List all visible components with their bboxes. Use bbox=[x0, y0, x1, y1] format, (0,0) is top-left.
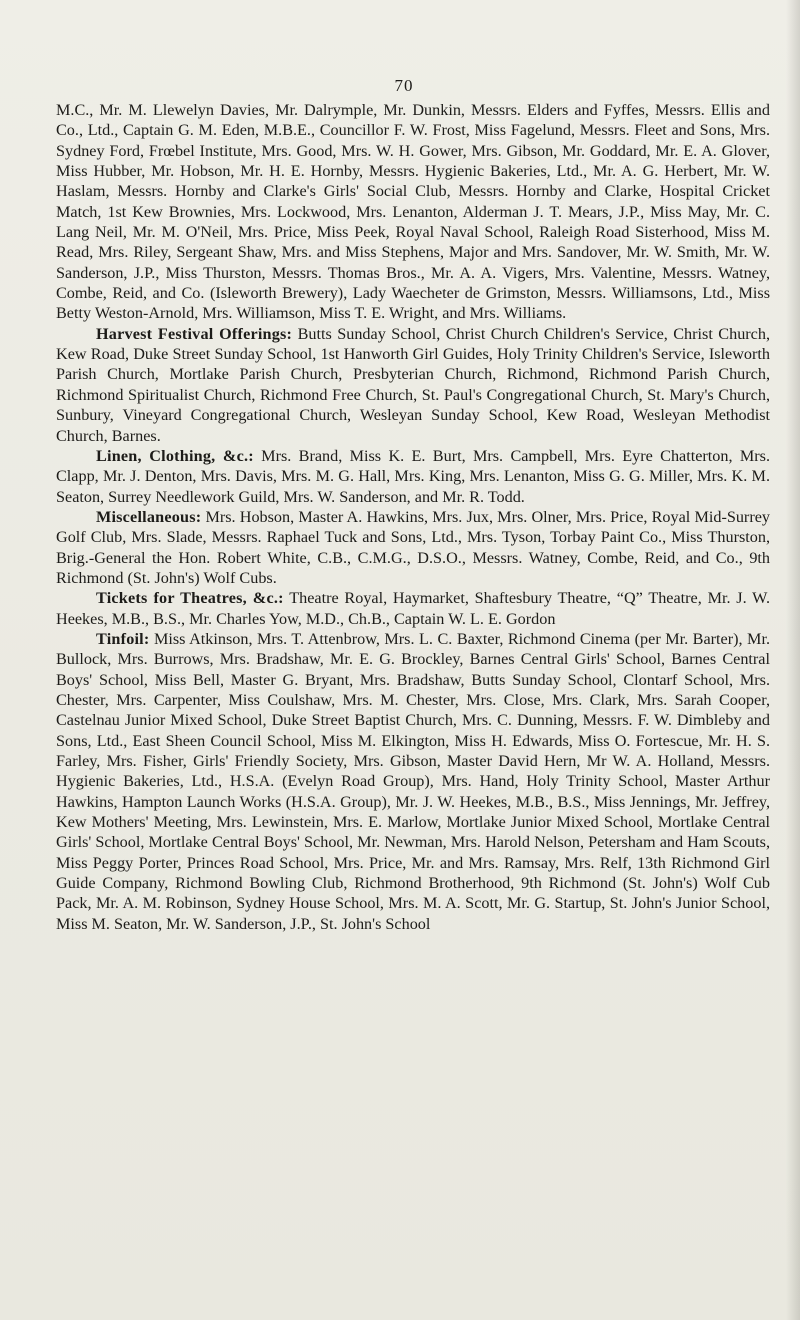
paragraph-harvest-festival bbox=[56, 324, 770, 446]
paragraph-miscellaneous bbox=[56, 507, 770, 588]
paragraph-body: Mrs. Hobson, Master A. Hawkins, Mrs. Jux, Mrs. Olner, Mrs. Price, Royal Mid-Surrey Golf Club, Mrs. Slade, Messrs. Raphael Tuck and Sons, Ltd., Mrs. Tyson, Torbay Paint Co., Miss Thurston, Brig.-General the Hon. Robert White, C.B., C.M.G., D.S.O., Messrs. Watney, Combe, Reid, and Co., 9th Richmond (St. John's) Wolf Cubs. bbox=[56, 507, 770, 587]
paragraph-heading: Tickets for Theatres, &c.: bbox=[96, 589, 284, 608]
donor-list-text bbox=[56, 100, 770, 934]
paragraph-heading: Linen, Clothing, &c.: bbox=[96, 446, 254, 465]
paragraph-body: Mrs. Brand, Miss K. E. Burt, Mrs. Campbell, Mrs. Eyre Chatterton, Mrs. Clapp, Mr. J. Denton, Mrs. Davis, Mrs. M. G. Hall, Mrs. King, Mrs. Lenanton, Miss G. G. Miller, Mrs. K. M. Seaton, Surrey Needlework Guild, Mrs. W. Sanderson, and Mr. R. Todd. bbox=[56, 446, 770, 506]
paragraph-body: Miss Atkinson, Mrs. T. Attenbrow, Mrs. L. C. Baxter, Richmond Cinema (per Mr. Barter), Mr. Bullock, Mrs. Burrows, Mrs. Bradshaw, Mr. E. G. Brockley, Barnes Central Girls' School, Barnes Central Boys' School, Miss Bell, Master G. Bryant, Mrs. Bradshaw, Butts Sunday School, Clontarf School, Mrs. Chester, Mrs. Carpenter, Miss Coulshaw, Mrs. M. Chester, Mrs. Close, Mrs. Clark, Mrs. Sarah Cooper, Castelnau Junior Mixed School, Duke Street Baptist Church, Mrs. C. Dunning, Messrs. F. W. Dimbleby and Sons, Ltd., East Sheen Council School, Miss M. Elkington, Miss H. Edwards, Miss O. Fortescue, Mr. H. S. Farley, Mrs. Fisher, Girls' Friendly Society, Mrs. Gibson, Master David Hern, Mr W. A. Holland, Messrs. Hygienic Bakeries, Ltd., H.S.A. (Evelyn Road Group), Mrs. Hand, Holy Trinity School, Master Arthur Hawkins, Hampton Launch Works (H.S.A. Group), Mr. J. W. Heekes, M.B., B.S., Miss Jennings, Mr. Jeffrey, Kew Mothers' Meeting, Mrs. Lewinstein, Mrs. E. Marlow, Mortlake Junior Mixed School, Mortlake Central Girls' School, Mortlake Central Boys' School, Mr. Newman, Mrs. Harold Nelson, Petersham and Ham Scouts, Miss Peggy Porter, Princes Road School, Mrs. Price, Mr. and Mrs. Ramsay, Mrs. Relf, 13th Richmond Girl Guide Company, Richmond Bowling Club, Richmond Brotherhood, 9th Richmond (St. John's) Wolf Cub Pack, Mr. A. M. Robinson, Sydney House School, Mrs. M. A. Scott, Mr. G. Startup, St. John's Junior School, Miss M. Seaton, Mr. W. Sanderson, J.P., St. John's School bbox=[56, 629, 770, 933]
paragraph-heading: Miscellaneous: bbox=[96, 507, 202, 526]
paragraph-body: M.C., Mr. M. Llewelyn Davies, Mr. Dalrymple, Mr. Dunkin, Messrs. Elders and Fyffes, Messrs. Ellis and Co., Ltd., Captain G. M. Eden, M.B.E., Councillor F. W. Frost, Miss Fagelund, Messrs. Fleet and Sons, Mrs. Sydney Ford, Frœbel Institute, Mrs. Good, Mrs. W. H. Gower, Mrs. Gibson, Mr. Goddard, Mr. E. A. Glover, Miss Hubber, Mr. Hobson, Mr. H. E. Hornby, Messrs. Hygienic Bakeries, Ltd., Mr. A. G. Herbert, Mr. W. Haslam, Messrs. Hornby and Clarke's Girls' Social Club, Messrs. Hornby and Clarke, Hospital Cricket Match, 1st Kew Brownies, Mrs. Lockwood, Mrs. Lenanton, Alderman J. T. Mears, J.P., Miss May, Mr. C. Lang Neil, Mr. M. O'Neil, Mrs. Price, Miss Peek, Royal Naval School, Raleigh Road Sisterhood, Miss M. Read, Mrs. Riley, Sergeant Shaw, Mrs. and Miss Stephens, Major and Mrs. Sandover, Mr. W. Smith, Mr. W. Sanderson, J.P., Miss Thurston, Messrs. Thomas Bros., Mr. A. A. Vigers, Mrs. Valentine, Messrs. Watney, Combe, Reid, and Co. (Isleworth Brewery), Lady Waecheter de Grimston, Messrs. Williamsons, Ltd., Miss Betty Weston-Arnold, Mrs. Williamson, Miss T. E. Wright, and Mrs. Williams. bbox=[56, 101, 770, 323]
paragraph-heading: Harvest Festival Offerings: bbox=[96, 324, 293, 343]
paragraph-theatre-tickets bbox=[56, 588, 770, 629]
paragraph-donors-continued bbox=[56, 100, 770, 324]
paragraph-body: Theatre Royal, Haymarket, Shaftesbury Theatre, “Q” Theatre, Mr. J. W. Heekes, M.B., B.S., Mr. Charles Yow, M.D., Ch.B., Captain W. L. E. Gordon bbox=[56, 589, 770, 628]
paragraph-tinfoil bbox=[56, 629, 770, 934]
page-number: 70 bbox=[394, 76, 414, 95]
paragraph-body: Butts Sunday School, Christ Church Children's Service, Christ Church, Kew Road, Duke Street Sunday School, 1st Hanworth Girl Guides, Holy Trinity Children's Service, Isleworth Parish Church, Mortlake Parish Church, Presbyterian Church, Richmond, Richmond Parish Church, Richmond Spiritualist Church, Richmond Free Church, St. Paul's Congregational Church, St. Mary's Church, Sunbury, Vineyard Congregational Church, Wesleyan Sunday School, Kew Road, Wesleyan Methodist Church, Barnes. bbox=[56, 324, 770, 445]
page-edge-shadow bbox=[786, 0, 800, 1320]
paragraph-heading: Tinfoil: bbox=[96, 629, 150, 648]
paragraph-linen-clothing bbox=[56, 446, 770, 507]
